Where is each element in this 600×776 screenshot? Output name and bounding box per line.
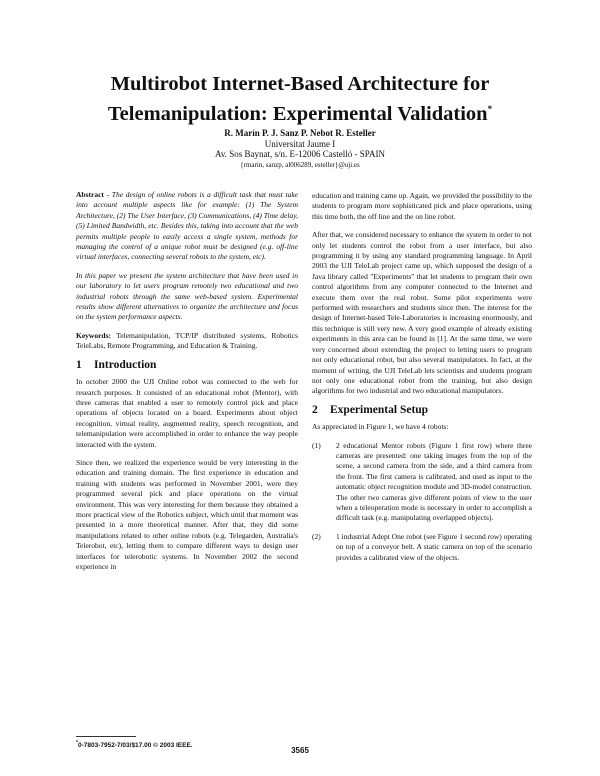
title-line-2-text: Telemanipulation: Experimental Validation — [107, 102, 488, 125]
affiliation: Universitat Jaume I — [264, 138, 336, 149]
section-1-title: Introduction — [94, 358, 157, 371]
setup-intro: As appreciated in Figure 1, we have 4 robots: — [312, 422, 449, 432]
keywords — [76, 331, 298, 352]
robot-list-item — [312, 441, 532, 524]
right-paragraph-1: education and training came up. Again, we provided the possibility to the students to program more sophisticated pick and place operations, using this time both, the off line and the on line robot. — [312, 191, 532, 221]
author-names: R. Marín P. J. Sanz P. Nebot R. Esteller — [224, 128, 376, 138]
footnote-mark: * — [76, 740, 78, 746]
title-footnote-mark: * — [487, 104, 493, 114]
intro-paragraph-1: In october 2000 the UJI Online robot was connected to the web for research purposes. It consisted of an educational robot (Mentor), with three cameras that enabled a user to remotely control pick and place operations of objects located on a board. Experiments about object recognition, virtual reality, augmented reality, speech recognition, and telemanipulation were accomplished in order to enhance the way people interacted with the system. — [76, 377, 298, 449]
address: Av. Sos Baynat, s/n. E-12006 Castelló - SPAIN — [215, 149, 385, 159]
section-1-heading — [76, 360, 298, 370]
list-marker: (2) — [312, 531, 321, 541]
abstract-label: Abstract — [76, 190, 104, 199]
paper-title — [40, 72, 560, 127]
title-line-2 — [40, 97, 560, 127]
keywords-label: Keywords: — [76, 330, 111, 340]
abstract-paragraph-2: In this paper we present the system architecture that have been used in our laboratory to let users program remotely two educational and two industrial robots through the same web-based system. Experimental results show different alternatives to organize the architecture and focus on the system performance aspects. — [76, 270, 298, 322]
right-column — [312, 191, 532, 571]
list-item-text: 1 industrial Adept One robot (see Figure 1 second row) operating on top of a conveyor belt. A static camera on top of the scenario provides a calibrated view of the objects. — [336, 531, 532, 562]
footnote-rule — [76, 736, 136, 737]
section-2-heading — [312, 405, 532, 415]
list-marker: (1) — [312, 440, 321, 450]
author-block — [100, 128, 500, 170]
left-column — [76, 190, 298, 580]
right-paragraph-2: After that, we considered necessary to enhance the system in order to not only let students control the robot from a user interface, but also programming it by using any standard programming language. In April 2003 the UJI TeleLab project came up, which supposed the design of a Java library called "Experiments" that let students to program their own control algorithms from any computer connected to the Internet and execute them over the real robot. Some pilot experiments were performed with researchers and students since then. The interest for the design of Internet-based Tele-Laboratories is increasing enormously, and this technique is still very new. A very good example of already existing experiments in this area can be found in [1]. At the same time, we were very concerned about extending the project to letting users to program not only educational robot, but also several manipulators. In fact, at the moment of writing, the UJI TeleLab lets scientists and students program not only one educational robot from the training, but also design algorithms for two industrial and two educational manipulators. — [312, 230, 532, 396]
intro-paragraph-2: Since then, we realized the experience would be very interesting in the education and training domain. The first experience in education and training with students was performed in November 2001, were they programmed several pick and place operations on the virtual environment. This was very interesting for them because they obtained a more practical view of the Robotics subject, which until that moment was presented in a more theoretical manner. After that, they did some manipulations related to other online robots (e.g. Telegarden, Australia's Telerobot, etc), letting them to compare different ways to design user interfaces for telerobotic systems. In November 2002 the second experience in — [76, 457, 298, 571]
abstract-paragraph-1 — [76, 190, 298, 263]
section-1-number: 1 — [76, 358, 82, 371]
page-number: 3565 — [291, 746, 309, 755]
author-emails: {rmarin, sanzp, al006289, esteller}@uji.es — [240, 160, 360, 169]
section-2-title: Experimental Setup — [330, 403, 429, 416]
keywords-text: Telemanipulation, TCP/IP distributed systems, Robotics TeleLabs, Remote Programming, and Education & Training. — [76, 330, 298, 351]
section-2-number: 2 — [312, 403, 318, 416]
robot-list-item — [312, 532, 532, 563]
list-item-text: 2 educational Mentor robots (Figure 1 first row) where three cameras are presented: one taking images from the top of the scene, a second camera from the side, and a third camera from the front. The first camera is calibrated, and used as input to the automatic object recognition module and 3D-model construction. The other two cameras give different points of view to the user when a teleoperation mode is necessary in order to accomplish a difficult task (e.g. manipulating overlapped objects). — [336, 440, 532, 523]
footnote-text: 0-7803-7952-7/03/$17.00 © 2003 IEEE. — [77, 742, 193, 750]
footnote — [76, 740, 193, 749]
title-line-1: Multirobot Internet-Based Architecture for — [110, 73, 490, 95]
abstract-text-1: - The design of online robots is a difficult task that must take into account multiple aspects like for example: (1) The System Architecture, (2) The User Interface, (3) Communications, (4) Time delay, (5) Limited Bandwidth, etc. Besides this, taking into account that the web permits multiple people to easily access a single system, methods for managing the control of a unique robot must be designed (e.g. off-line virtual interfaces, connecting several robots to the system, etc). — [76, 190, 298, 262]
